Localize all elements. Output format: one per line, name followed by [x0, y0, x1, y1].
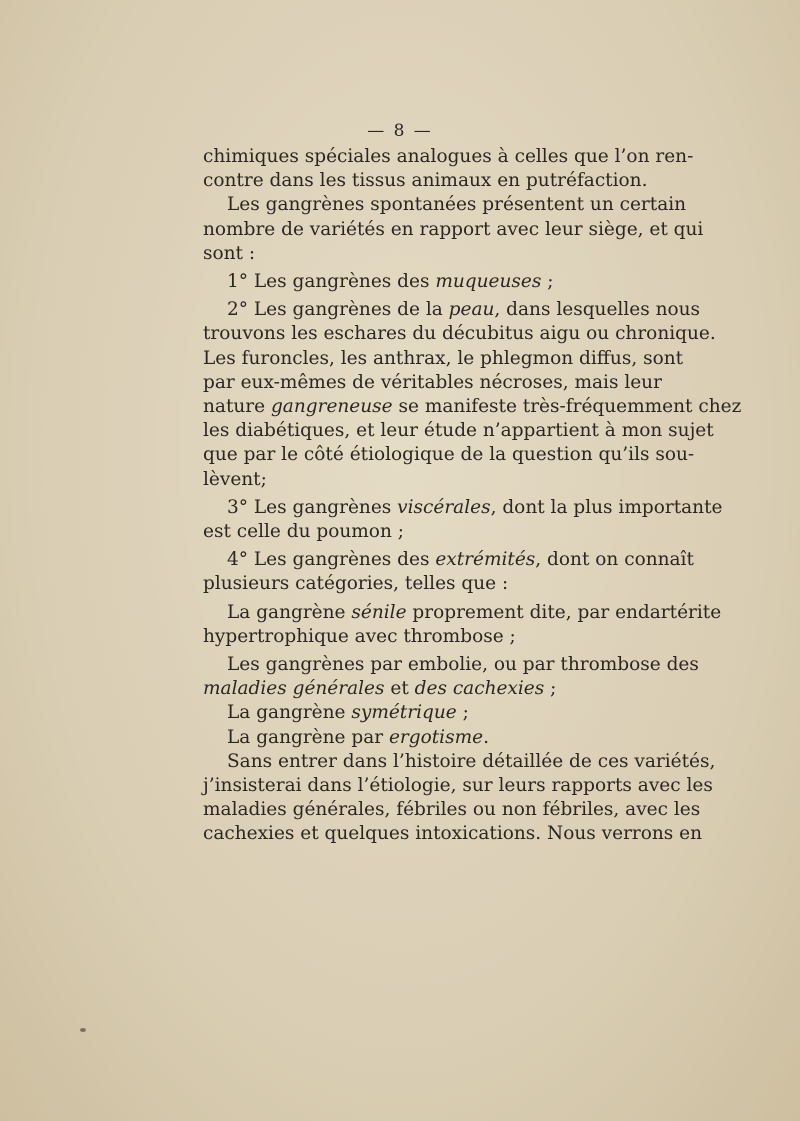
text-run: nature — [203, 396, 271, 418]
paragraph — [203, 653, 699, 701]
text-line — [203, 419, 714, 443]
text-line — [203, 496, 723, 520]
paragraph — [203, 496, 723, 544]
text-run: Sans entrer dans l’histoire détaillée de ces variétés, — [227, 750, 716, 772]
text-run: par eux-mêmes de véritables nécroses, mais leur — [203, 371, 662, 393]
paragraph — [203, 145, 694, 193]
text-line — [203, 270, 658, 294]
text-line — [203, 298, 701, 322]
text-line — [203, 548, 694, 572]
paragraph — [203, 193, 704, 266]
paragraph — [203, 270, 658, 294]
italic-text: peau — [448, 299, 495, 321]
text-run: La gangrène par — [227, 726, 389, 748]
text-line — [203, 347, 684, 371]
text-run: se manifeste très-fréquemment chez — [392, 396, 742, 418]
text-run: j’insisterai dans l’étiologie, sur leurs rapports avec les — [203, 775, 713, 797]
italic-text: muqueuses — [435, 271, 542, 293]
text-run: proprement dite, par endartérite — [406, 601, 722, 623]
text-run: que par le côté étiologique de la question qu’ils sou- — [203, 444, 695, 466]
text-run: maladies générales, fébriles ou non fébriles, avec les — [203, 799, 701, 821]
text-run: chimiques spéciales analogues à celles que l’on ren- — [203, 146, 694, 167]
paper-blemish — [80, 1028, 86, 1032]
text-line — [203, 242, 658, 266]
paragraph — [203, 726, 658, 750]
text-line — [203, 726, 658, 750]
text-run: Les gangrènes par embolie, ou par thrombose des — [227, 654, 699, 676]
text-line — [203, 750, 716, 774]
text-run: ; — [456, 702, 469, 724]
text-run: 3° Les gangrènes — [227, 496, 398, 518]
text-line — [203, 193, 687, 217]
text-line — [203, 322, 716, 346]
text-run: est celle du poumon ; — [203, 521, 404, 543]
text-run: et — [384, 678, 415, 700]
text-line — [203, 218, 704, 242]
text-run: lèvent; — [203, 468, 267, 490]
page-number: — 8 — — [367, 121, 433, 141]
text-run: cachexies et quelques intoxications. Nous verrons en — [203, 823, 703, 845]
text-line — [203, 601, 722, 625]
italic-text: symétrique — [351, 702, 457, 724]
text-run: Les furoncles, les anthrax, le phlegmon diffus, sont — [203, 347, 684, 369]
italic-text: des cachexies — [414, 678, 545, 700]
text-run: 2° Les gangrènes de la — [227, 299, 449, 321]
italic-text: sénile — [351, 601, 407, 623]
text-line — [203, 677, 658, 701]
text-run: ; — [544, 678, 557, 700]
text-run: . — [483, 726, 489, 748]
text-line — [203, 520, 658, 544]
text-run: contre dans les tissus animaux en putréfaction. — [203, 170, 648, 192]
text-run: , dont on connaît — [535, 549, 694, 571]
italic-text: viscérales — [397, 496, 491, 518]
text-line — [203, 572, 658, 596]
text-run: nombre de variétés en rapport avec leur siège, et qui — [203, 218, 704, 240]
text-run: 1° Les gangrènes des — [227, 271, 436, 293]
text-line — [203, 395, 742, 419]
text-run: plusieurs catégories, telles que : — [203, 573, 509, 595]
text-run: , dans lesquelles nous — [494, 299, 701, 321]
italic-text: maladies générales — [203, 678, 385, 700]
italic-text: ergotisme — [388, 726, 484, 748]
text-run: hypertrophique avec thrombose ; — [203, 625, 516, 647]
italic-text: extrémités — [435, 549, 536, 571]
text-line — [203, 822, 703, 846]
text-run: trouvons les eschares du décubitus aigu ou chronique. — [203, 323, 716, 345]
text-run: , dont la plus importante — [490, 496, 723, 518]
italic-text: gangreneuse — [270, 396, 393, 418]
text-line — [203, 169, 658, 193]
text-line — [203, 443, 695, 467]
paragraph — [203, 701, 658, 725]
text-line — [203, 701, 658, 725]
paragraph — [203, 298, 742, 492]
text-run: La gangrène — [227, 601, 352, 623]
paragraph — [203, 548, 694, 596]
text-run: Les gangrènes spontanées présentent un certain — [227, 194, 687, 216]
body-text — [203, 145, 742, 847]
paragraph — [203, 750, 716, 847]
text-line — [203, 625, 658, 649]
text-run: sont : — [203, 242, 256, 264]
text-line — [203, 468, 658, 492]
paragraph — [203, 601, 722, 649]
text-run: La gangrène — [227, 702, 352, 724]
text-run: 4° Les gangrènes des — [227, 549, 436, 571]
text-run: ; — [541, 271, 554, 293]
text-line — [203, 653, 699, 677]
text-line — [203, 798, 701, 822]
text-run: les diabétiques, et leur étude n’appartient à mon sujet — [203, 420, 714, 442]
text-line — [203, 145, 694, 169]
text-line — [203, 774, 713, 798]
text-line — [203, 371, 662, 395]
